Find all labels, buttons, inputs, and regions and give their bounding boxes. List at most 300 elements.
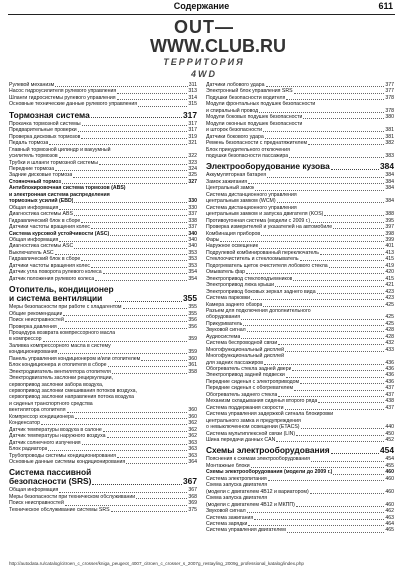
toc-entry-title: Система дистанционного управления [206,204,297,211]
dot-leader [91,117,182,118]
dot-leader [296,506,385,507]
toc-entry-title: Трубопроводы системы кондиционирования [9,452,116,459]
toc-entry [9,507,197,513]
dot-leader [95,280,187,281]
dot-leader [63,315,187,316]
section-title: Система пассивной безопасности (SRS) [9,467,92,487]
toc-entry-title: Ремень безопасности с преднатяжителем [206,140,308,147]
toc-entry-title: Меры безопасности при техническом обслуживании [9,493,136,500]
dot-leader [78,131,188,132]
dot-leader [333,474,384,475]
toc-entry-title: Прикуриватель [206,320,243,327]
toc-page-number: 420 [385,269,394,276]
dot-leader [247,331,385,332]
toc-page-number: 454 [380,445,394,456]
dot-leader [74,215,187,216]
toc-page-number: 362 [188,420,197,427]
toc-page-number: 421 [385,282,394,289]
toc-section-heading [206,162,394,171]
toc-entry-title: Монтажные блоки [206,462,250,469]
toc-entry-title: Стояночный тормоз [9,178,61,185]
toc-entry-title: Многофункциональный дисплей [206,353,284,360]
toc-entry-title: Шина передачи данных CAN [206,437,276,444]
toc-page-number: 395 [385,217,394,224]
dot-leader [292,370,384,371]
toc-entry-title: Главный тормозной цилиндр и вакуумный [9,146,111,153]
toc-entry-title: Электропривод стеклоподъемников [206,275,293,282]
toc-entry-title: сервопривод заслонки забора воздуха, [9,381,104,388]
dot-leader [259,248,384,249]
toc-entry-title: Основные данные системы кондиционирования [9,459,126,466]
toc-page-number: 438 [385,398,394,405]
toc-page-number: 425 [385,314,394,321]
toc-page-number: 360 [188,355,197,362]
dot-leader [74,248,187,249]
toc-page-number: 323 [188,159,197,166]
toc-entry-title: Гидравлический блок в сборе [9,217,81,224]
toc-page-number: 464 [385,521,394,527]
dot-leader [266,86,385,87]
toc-entry-title: усилитель тормозов [9,153,58,160]
toc-entry-title: Диагностика системы ABS [9,211,73,218]
toc-entry-title: Заливка компрессорного масла в систему [9,342,111,349]
logo-line-2: WWW.CLUB.RU [150,36,286,56]
page-header [8,0,395,15]
dot-leader [278,396,384,397]
toc-entry-title: Насос гидроусилителя рулевого управления [9,88,117,95]
toc-entry-title: Схема запуска двигателя [206,495,268,502]
toc-page-number: 452 [385,437,394,444]
toc-entry-title: Система парковки [206,295,251,302]
dot-leader [333,228,384,229]
dot-leader [82,125,188,126]
toc-entry-title: Система поддержания скорости [206,404,284,411]
toc-entry-title: Система электропитания [206,475,267,482]
toc-page-number: 460 [385,469,394,476]
toc-entry-title: Разъем для подключения дополнительного [206,307,311,314]
dot-leader [62,183,187,184]
toc-page-number: 355 [188,304,197,311]
toc-page-number: 356 [188,323,197,330]
toc-entry-title: Датчик положения рулевого колеса [9,275,95,282]
toc-page-number: 462 [385,508,394,515]
toc-page-number: 384 [385,178,394,185]
toc-entry-title: Обогреватель стекла задней двери [206,366,292,373]
dot-leader [247,512,385,513]
dot-leader [110,235,187,236]
toc-page-number: 338 [188,217,197,224]
toc-entry-title: Техническое обслуживание системы SRS [9,506,110,513]
toc-entry-title: Наружное освещение [206,243,259,250]
toc-entry-title: Электропривод задней подвески [206,372,285,379]
toc-page-number: 360 [188,413,197,420]
dot-leader [220,241,384,242]
toc-page-number: 367 [188,487,197,494]
toc-entry-title: Блок радиатора [9,446,48,453]
toc-page-number: 384 [380,161,394,172]
toc-entry-title: Датчики бокового удара [206,133,264,140]
toc-entry-title: Педаль тормоза [9,140,49,147]
toc-page-number: 358 [188,368,197,375]
toc-entry-title: Датчик температуры наружного воздуха [9,433,106,440]
toc-entry-title: Система курсовой устойчивости (ASC) [9,230,110,237]
toc-entry-title: Подогреватель щеток очистителя лобового стекла [206,262,328,269]
toc-page-number: 425 [385,301,394,308]
toc-entry [206,437,394,443]
dot-leader [251,299,384,300]
dot-leader [241,338,384,339]
dot-leader [49,144,187,145]
dot-leader [285,409,385,410]
toc-section-heading [9,468,197,486]
toc-section-heading [9,285,197,303]
logo-line-3: ТЕРРИТОРИЯ 4WD [163,57,245,79]
toc-page-number: 380 [385,114,394,121]
section-title: Тормозная система [9,109,90,120]
toc-entry-title: Система беспроводной связи [206,340,278,347]
dot-leader [294,390,384,391]
toc-entry-title: подушки безопасности пассажира [206,152,289,159]
toc-entry-title: Звуковой сигнал [206,508,246,515]
toc-page-number: 340 [188,243,197,250]
site-logo [150,17,286,80]
toc-page-number: 413 [385,249,394,256]
toc-entry-title: Задние дисковые тормоза [9,172,73,179]
dot-leader [255,190,384,191]
dot-leader [293,280,384,281]
toc-entry-title: центрального замка и предупреждения [206,417,301,424]
dot-leader [138,106,187,107]
toc-page-number: 382 [385,140,394,147]
toc-page-number: 384 [385,172,394,179]
dot-leader [55,254,188,255]
toc-entry-title: Панель управления кондиционером и/или отопителем [9,355,141,362]
dot-leader [141,360,187,361]
toc-entry-title: Поиск неисправностей [9,317,64,324]
dot-leader [276,441,384,442]
dot-leader [324,215,384,216]
toc-page-number: 353 [188,262,197,269]
toc-page-number: 455 [385,462,394,469]
toc-entry-title: для задних пассажиров [206,359,264,366]
toc-entry-title: Гидравлический блок в сборе [9,256,81,263]
dot-leader [286,377,385,378]
toc-page-number: 388 [385,211,394,218]
toc-page-number: 360 [188,407,197,414]
dot-leader [294,93,385,94]
toc-page-number: 398 [385,230,394,237]
dot-leader [65,505,188,506]
dot-leader [243,325,384,326]
toc-entry-title: Электронный блок управления SRS [206,88,293,95]
dot-leader [103,273,188,274]
dot-leader [261,235,384,236]
toc-page-number: 340 [188,236,197,243]
toc-entry-title: Камера заднего обзора [206,301,263,308]
dot-leader [74,202,187,203]
dot-leader [73,177,187,178]
toc-page-number: 381 [385,127,394,134]
toc-entry-title: и спиральный провод [206,107,259,114]
toc-page-number: 324 [188,165,197,172]
dot-leader [99,164,187,165]
dot-leader [263,306,384,307]
toc-page-number: 433 [385,346,394,353]
dot-leader [55,86,187,87]
toc-page-number: 363 [188,446,197,453]
toc-entry-title: Шланги гидросистемы рулевого управления [9,94,116,101]
dot-leader [58,353,187,354]
toc-entry-title: Процедура возврата компрессорного масла [9,329,116,336]
toc-entry-title: оборудования [206,314,241,321]
dot-leader [59,492,187,493]
toc-entry-title: Конденсатор [9,420,41,427]
toc-entry-title: Диагностика системы ASC [9,243,74,250]
toc-page-number: 425 [385,320,394,327]
toc-entry-title: Общие рекомендации [9,310,63,317]
toc-page-number: 401 [385,243,394,250]
toc-page-number: 354 [188,269,197,276]
dot-leader [278,344,384,345]
dot-leader [310,493,385,494]
toc-page-number: 353 [188,256,197,263]
dot-leader [81,138,187,139]
toc-page-number: 367 [183,476,197,487]
toc-page-number: 377 [385,82,394,88]
toc-page-number: 460 [385,475,394,482]
toc-page-number: 415 [385,275,394,282]
section-title: Схемы электрооборудования [206,445,330,456]
toc-entry [9,276,197,282]
toc-page-number: 317 [188,120,197,127]
toc-entry-title: и электронная система распределения [9,191,110,198]
toc-page-number: 399 [385,236,394,243]
toc-page-number: 355 [183,293,197,304]
toc-entry-title: Подушки безопасности водителя [206,94,286,101]
toc-entry-title: Датчики частоты вращения колес [9,224,90,231]
toc-entry-title: Пояснения к схемам электрооборудования [206,456,310,463]
toc-entry-title: и шторок безопасности [206,127,262,134]
dot-leader [103,431,188,432]
dot-leader [331,453,379,454]
dot-leader [65,321,188,322]
toc-entry-title: Блок принудительного отключения [206,146,290,153]
toc-entry-title: Предварительные проверки [9,127,77,134]
dot-leader [287,532,385,533]
dot-leader [296,435,384,436]
toc-page-number: 314 [188,94,197,101]
toc-page-number: 465 [385,527,394,534]
toc-entry-title: кондиционирования [9,349,58,356]
toc-entry-title: Система дистанционного управления [206,191,297,198]
toc-entry-title: Электропривод боковых зеркал заднего вида [206,288,316,295]
toc-entry-title: (модели с двигателем 4В12 и вариатором) [206,488,309,495]
dot-leader [67,412,188,413]
dot-leader [248,525,384,526]
dot-leader [267,177,384,178]
toc-entry-title: и сиденья транспортного средства [9,400,93,407]
toc-entry-title: Система управления двигателем [206,527,286,534]
toc-entry-title: Меры безопасности при работе с хладагентом [9,304,122,311]
toc-page-number: 440 [385,424,394,431]
toc-entry-title: Модули боковых подушек безопасности [206,114,303,121]
toc-page-number: 375 [188,506,197,513]
toc-page-number: 317 [183,109,197,120]
toc-entry-title: Электродвигатель вентилятора отопителя [9,368,111,375]
toc-entry-title: Проверка давления [9,323,57,330]
dot-leader [91,228,187,229]
toc-page-number: 436 [385,359,394,366]
toc-entry-title: Передние сиденья с электроприводом [206,378,300,385]
toc-entry-title: сервопривод заслонки смешивания потоков воздуха, [9,388,137,395]
toc-entry-title: Общая информация [9,204,59,211]
toc-page-number: 423 [385,288,394,295]
toc-page-number: 432 [385,340,394,347]
toc-page-number: 437 [385,385,394,392]
toc-entry-title: вентилятора отопителя [9,407,66,414]
dot-leader [115,301,182,302]
dot-leader [265,138,385,139]
toc-page-number: 423 [385,295,394,302]
dot-leader [112,373,188,374]
toc-page-number: 384 [385,185,394,192]
dot-leader [59,209,187,210]
dot-leader [259,112,384,113]
dot-leader [81,260,187,261]
toc-page-number: 369 [188,500,197,507]
dot-leader [108,366,188,367]
toc-entry-title: Датчики лобового удара [206,82,265,88]
toc-page-number: 463 [385,514,394,521]
toc-page-number: 454 [385,456,394,463]
dot-leader [251,467,385,468]
toc-page-number: 364 [188,459,197,466]
toc-page-number: 317 [188,127,197,134]
toc-page-number: 381 [385,133,394,140]
toc-page-number: 315 [188,101,197,108]
toc-page-number: 383 [385,152,394,159]
dot-leader [285,351,384,352]
toc-entry-title: Выключатель ASC [9,249,54,256]
toc-page-number: 337 [188,211,197,218]
toc-entry-title: Проверка измерителей и указателей на автомобиле [206,224,333,231]
toc-entry-title: сервопривод заслонки направления потока воздуха [9,394,134,401]
dot-leader [117,93,187,94]
toc-page-number: 419 [385,262,394,269]
toc-page-number: 377 [385,88,394,95]
toc-page-number: 330 [188,198,197,205]
toc-page-number: 397 [385,224,394,231]
toc-page-number: 355 [188,310,197,317]
dot-leader [264,364,384,365]
toc-entry-title: Рулевой механизм [9,82,55,88]
toc-page-number: 450 [385,430,394,437]
dot-leader [58,328,188,329]
dot-leader [311,222,384,223]
dot-leader [277,202,385,203]
toc-page-number: 368 [188,493,197,500]
dot-leader [126,463,187,464]
toc-entry-title: Многофункциональный дисплей [206,346,284,353]
page-number: 611 [378,1,393,11]
toc-section-heading [9,111,197,120]
toc-page-number: 313 [188,88,197,95]
toc-entry-title: Модули фронтальных подушек безопасности [206,101,316,108]
dot-leader [241,319,384,320]
toc-page-number: 322 [188,153,197,160]
dot-leader [263,131,384,132]
toc-page-number: 436 [385,378,394,385]
toc-page-number: 362 [188,426,197,433]
toc-entry-title: Звуковой сигнал [206,327,246,334]
toc-entry-title: Система зажигания [206,514,254,521]
toc-entry-title: Подрулевой комбинированный переключатель [206,249,319,256]
toc-page-number: 436 [385,372,394,379]
dot-leader [320,254,384,255]
toc-entry-title: Датчик солнечного излучения [9,439,81,446]
footer-url[interactable]: http://autodata.ru/catalog/citroen_c_crosser/kniga_peugeot_4007_citroen_c_crosser_s_2007g_restayling_2009g_professional_katalog/index.php [9,561,304,566]
toc-page-number: 428 [385,333,394,340]
toc-entry-title: Блок кондиционера и отопителя в сборе [9,362,107,369]
toc-entry-title: Основные технические данные рулевого управления [9,101,138,108]
toc-page-number: 362 [188,433,197,440]
toc-entry-title: Датчики частоты вращения колес [9,262,90,269]
toc-page-number: 356 [188,317,197,324]
toc-page-number: 415 [385,256,394,263]
dot-leader [48,450,187,451]
toc-entry-title: Противоугонная система (модели с 2009 г.) [206,217,311,224]
toc-entry-title: Стеклоочиститель и стеклоомыватель [206,256,299,263]
toc-entry-title: Замок зажигания [206,178,248,185]
toc-entry-title: центральным замком (WCM) [206,198,276,205]
toc-entry-title: (модели с двигателем 4В12 и МКПП) [206,501,295,508]
toc-entry-title: Аудиосистема [206,333,241,340]
toc-page-number: 384 [385,198,394,205]
dot-leader [289,157,384,158]
toc-page-number: 437 [385,404,394,411]
toc-entry-title: Схема запуска двигателя [206,482,268,489]
toc-entry-title: Передние тормоза [9,165,55,172]
toc-entry-title: Трубки и шланги тормозной системы [9,159,98,166]
toc-page-number: 353 [188,249,197,256]
dot-leader [59,241,187,242]
toc-entry-title: Модули оконных подушек безопасности [206,120,303,127]
toc-page-number: 363 [188,439,197,446]
toc-page-number: 428 [385,327,394,334]
toc-page-number: 436 [385,366,394,373]
toc-page-number: 354 [188,275,197,282]
toc-entry-title: Система зарядки [206,521,248,527]
dot-leader [59,157,188,158]
dot-leader [254,519,384,520]
dot-leader [92,484,182,485]
toc-entry-title: Комбинация приборов [206,230,261,237]
dot-leader [123,308,188,309]
toc-entry-title: центральным замком и запуска двигателя (KOS) [206,211,324,218]
toc-entry-title: Антиблокировочная система тормозов (ABS) [9,185,126,192]
toc-entry-title: Система мультиплексной связи (LIN) [206,430,296,437]
toc-page-number: 321 [188,140,197,147]
dot-leader [91,267,187,268]
dot-leader [318,402,384,403]
toc-entry-title: Механизм складывания сиденья второго ряда [206,398,318,405]
toc-right-column [206,82,394,534]
toc-page-number: 460 [385,501,394,508]
dot-leader [55,170,187,171]
toc-entry-title: Схемы электрооборудования (модели до 2009 г.) [206,469,333,476]
toc-entry-title: Центральный замок [206,185,255,192]
toc-entry [206,527,394,533]
